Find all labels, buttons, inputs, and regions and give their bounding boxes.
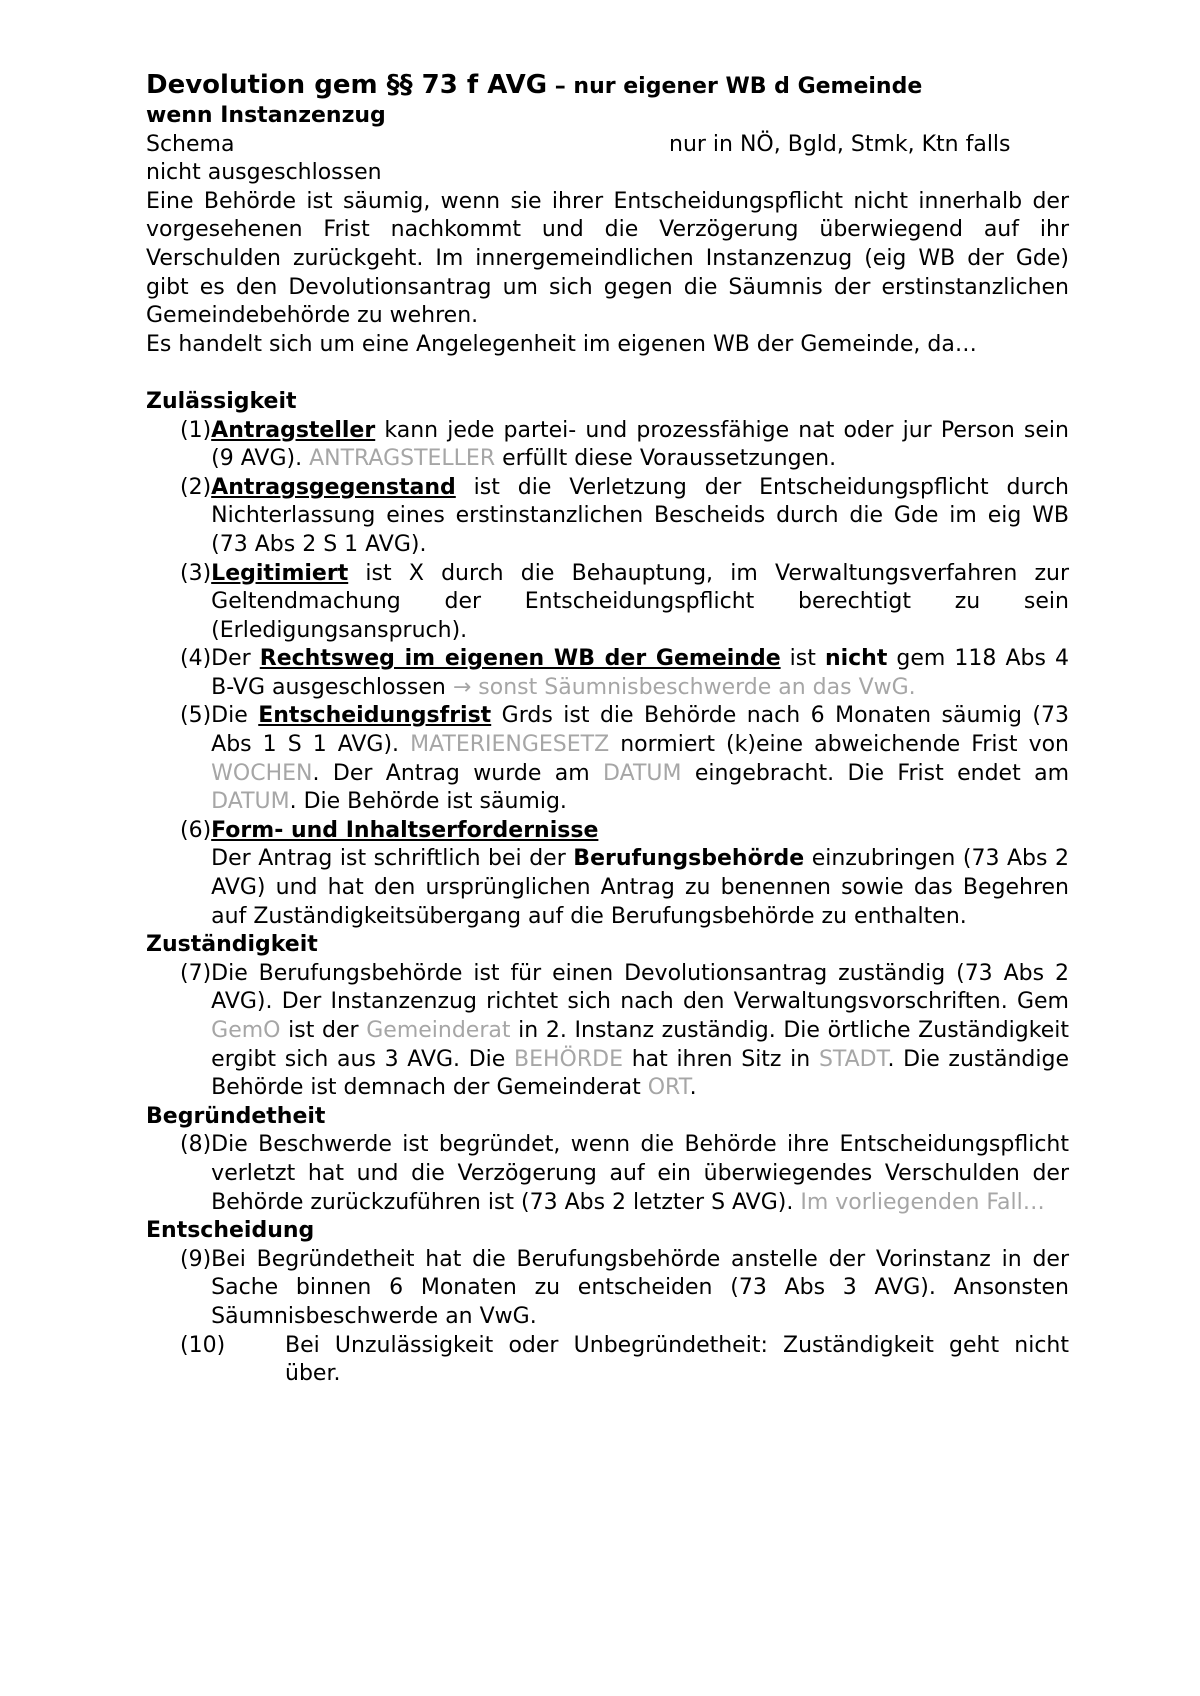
placeholder: → sonst Säumnisbeschwerde an das VwG. — [452, 674, 916, 700]
text-run: Bei Unzulässigkeit oder Unbegründetheit: Zuständigkeit geht nicht über. — [285, 1332, 1069, 1387]
item-text — [211, 702, 1069, 816]
list-item-1 — [146, 417, 1069, 474]
intro-reason: Es handelt sich um eine Angelegenheit im eigenen WB der Gemeinde, da… — [146, 331, 977, 357]
list-item-2 — [146, 474, 1069, 560]
item-text — [211, 1246, 1069, 1332]
title-main: Devolution gem §§ 73 f AVG — [146, 70, 548, 100]
title-dash: – — [547, 74, 574, 99]
text-run: Bei Begründetheit hat die Berufungsbehörde anstelle der Vorinstanz in der Sache binnen 6 Monaten zu entscheiden (73 Abs 3 AVG). Ansonsten Säumnisbeschwerde an VwG. — [211, 1246, 1069, 1329]
title-rest: nur eigener WB d Gemeinde — [573, 74, 923, 99]
schema-row — [146, 131, 1069, 160]
text-run: . Der Antrag wurde am — [312, 760, 604, 786]
text-run: eingebracht. Die Frist endet am — [681, 760, 1070, 786]
item-number: (9) — [180, 1246, 212, 1272]
text-run: ist die Verletzung der Entscheidungspflicht durch Nichterlassung eines erstinstanzlichen Bescheids durch die Gde im eig WB (73 Abs 2 S 1 AVG). — [211, 474, 1069, 557]
placeholder: Gemeinderat — [366, 1018, 511, 1043]
item-text — [211, 417, 1069, 474]
schema-label: Schema — [146, 131, 235, 157]
item-heading: Legitimiert — [211, 560, 349, 586]
item-heading: Rechtsweg im eigenen WB der Gemeinde — [259, 646, 781, 672]
text-run: Grds ist die Behörde nach 6 Monaten säumig (73 Abs 1 S 1 AVG). — [211, 703, 1069, 758]
item-number: (5) — [180, 703, 212, 729]
text-run: Die — [211, 703, 259, 729]
text-run: gem 118 Abs 4 B-VG ausgeschlossen — [211, 646, 1069, 700]
item-number: (4) — [180, 646, 212, 672]
section-heading-begruendetheit: Begründetheit — [146, 1103, 326, 1129]
item-number: (10) — [180, 1332, 226, 1358]
placeholder: DATUM — [211, 789, 290, 815]
emphasis: nicht — [824, 646, 888, 672]
emphasis: Berufungsbehörde — [573, 846, 805, 872]
placeholder: BEHÖRDE — [514, 1046, 623, 1072]
section-heading-zustaendigkeit: Zuständigkeit — [146, 932, 318, 958]
item-text — [211, 817, 1069, 931]
item-paragraph — [211, 845, 1069, 931]
item-text — [285, 1332, 1069, 1389]
text-run: kann jede partei- und prozessfähige nat oder jur Person sein (9 AVG). — [211, 417, 1069, 472]
text-run: ist — [780, 646, 825, 672]
spacer — [146, 359, 1069, 388]
item-text — [211, 960, 1069, 1103]
list-item-8 — [146, 1131, 1069, 1217]
item-number: (1) — [180, 417, 212, 443]
placeholder: DATUM — [603, 760, 682, 786]
text-run: Der — [211, 646, 260, 672]
text-run: hat ihren Sitz in — [623, 1046, 819, 1072]
text-run: Die Berufungsbehörde ist für einen Devolutionsantrag zuständig (73 Abs 2 AVG). Der Instanzenzug richtet sich nach den Verwaltungsvorschriften. Gem — [211, 960, 1069, 1015]
text-run: . Die Behörde ist säumig. — [289, 789, 567, 815]
item-number: (7) — [180, 960, 212, 986]
document-title — [146, 70, 1069, 102]
item-heading: Entscheidungsfrist — [258, 703, 492, 729]
section-heading-zulaessigkeit: Zulässigkeit — [146, 388, 297, 414]
intro-paragraph: Eine Behörde ist säumig, wenn sie ihrer Entscheidungspflicht nicht innerhalb der vorgesehenen Frist nachkommt und die Verzögerung überwiegend auf ihr Verschulden zurückgeht. Im innergemeindlichen Instanzenzug (eig WB der Gde) gibt es den Devolutionsantrag um sich gegen die Säumnis der erstinstanzlichen Gemeindebehörde zu wehren. — [146, 188, 1069, 329]
item-text — [211, 1131, 1069, 1217]
text-run: einzubringen (73 Abs 2 AVG) und hat den ursprünglichen Antrag zu benennen sowie das Begehren auf Zuständigkeitsübergang auf die Berufungsbehörde zu enthalten. — [211, 846, 1069, 929]
list-item-3 — [146, 560, 1069, 646]
item-number: (6) — [180, 817, 212, 843]
placeholder: ANTRAGSTELLER — [309, 446, 496, 472]
placeholder: WOCHEN — [211, 760, 313, 786]
list-item-10 — [146, 1332, 1069, 1389]
list-item-6 — [146, 817, 1069, 931]
item-heading: Antragsteller — [211, 417, 376, 443]
item-text — [211, 474, 1069, 560]
item-text — [211, 645, 1069, 702]
placeholder: Im vorliegenden Fall… — [800, 1189, 1045, 1215]
item-number: (8) — [180, 1132, 212, 1158]
document-subtitle: wenn Instanzenzug — [146, 103, 386, 128]
item-heading: Antragsgegenstand — [211, 474, 456, 500]
item-number: (2) — [180, 474, 212, 500]
text-run: ist der — [280, 1018, 367, 1043]
item-number: (3) — [180, 560, 212, 586]
list-item-4 — [146, 645, 1069, 702]
placeholder: MATERIENGESETZ — [410, 732, 610, 758]
item-text — [211, 560, 1069, 646]
placeholder: STADT — [818, 1046, 888, 1072]
text-run: erfüllt diese Voraussetzungen. — [495, 446, 837, 472]
schema-note: nur in NÖ, Bgld, Stmk, Ktn falls — [669, 131, 1011, 157]
text-run: Der Antrag ist schriftlich bei der — [211, 846, 574, 872]
text-run: ist X durch die Behauptung, im Verwaltungsverfahren zur Geltendmachung der Entscheidungspflicht berechtigt zu sein (Erledigungsanspruch). — [211, 560, 1069, 643]
document-page — [146, 70, 1069, 1389]
placeholder: ORT — [647, 1075, 690, 1101]
text-run: Die Beschwerde ist begründet, wenn die Behörde ihre Entscheidungspflicht verletzt hat und die Verzögerung auf ein überwiegendes Verschulden der Behörde zurückzuführen ist (73 Abs 2 letzter S AVG). — [211, 1132, 1069, 1215]
text-run: normiert (k)eine abweichende Frist von — [609, 732, 1069, 758]
placeholder: GemO — [211, 1018, 281, 1043]
list-item-5 — [146, 702, 1069, 816]
list-item-7 — [146, 960, 1069, 1103]
text-run: . Die zuständige Behörde ist demnach der Gemeinderat — [211, 1046, 1070, 1101]
schema-note-continued: nicht ausgeschlossen — [146, 160, 382, 186]
text-run: in 2. Instanz zuständig. Die örtliche Zuständigkeit ergibt sich aus 3 AVG. Die — [211, 1018, 1069, 1072]
list-item-9 — [146, 1246, 1069, 1332]
section-heading-entscheidung: Entscheidung — [146, 1218, 315, 1244]
item-heading: Form- und Inhaltserfordernisse — [211, 817, 599, 843]
text-run: . — [689, 1075, 697, 1101]
